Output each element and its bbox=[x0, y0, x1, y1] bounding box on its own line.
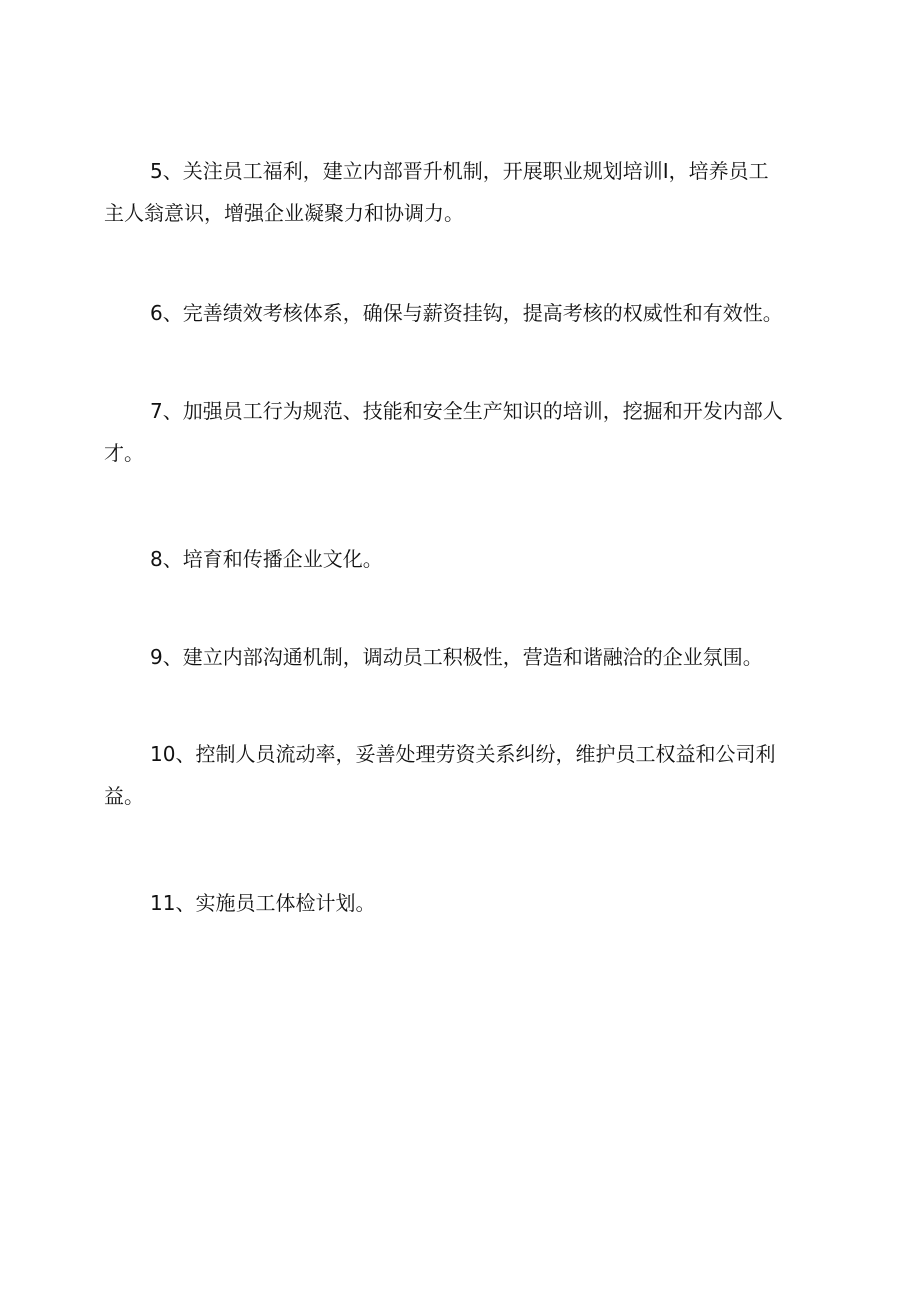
list-item-7: 7、加强员工行为规范、技能和安全生产知识的培训，挖掘和开发内部人才。 bbox=[104, 399, 783, 465]
list-item-5: 5、关注员工福利，建立内部晋升机制，开展职业规划培训I，培养员工主人翁意识，增强企业凝聚力和协调力。 bbox=[104, 159, 769, 225]
list-item-6: 6、完善绩效考核体系，确保与薪资挂钩，提高考核的权威性和有效性。 bbox=[150, 301, 783, 325]
list-item-8: 8、培育和传播企业文化。 bbox=[150, 547, 383, 571]
list-item-10: 10、控制人员流动率，妥善处理劳资关系纠纷，维护员工权益和公司利益。 bbox=[104, 742, 776, 808]
list-item-9: 9、建立内部沟通机制，调动员工积极性，营造和谐融洽的企业氛围。 bbox=[150, 645, 763, 669]
list-item-11: 11、实施员工体检计划。 bbox=[150, 891, 376, 915]
